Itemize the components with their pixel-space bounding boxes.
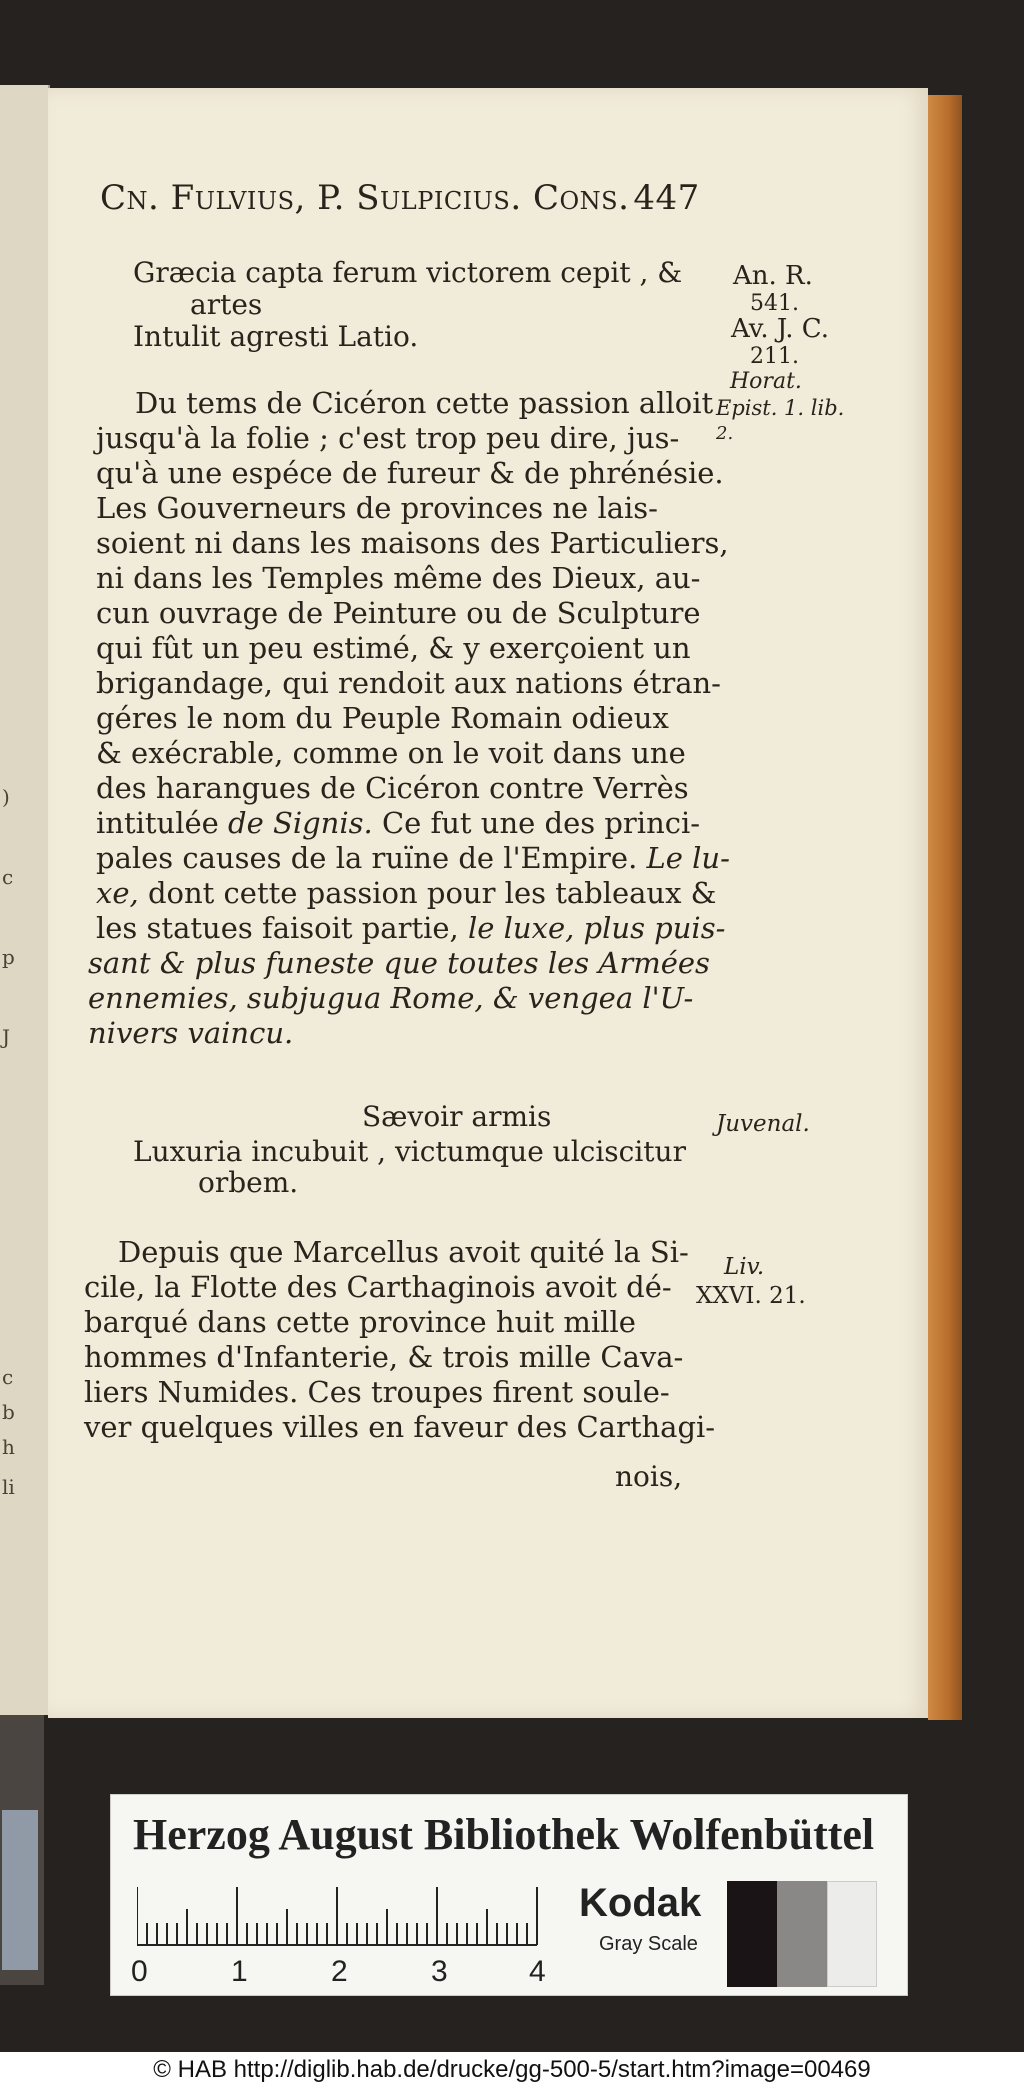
ruler-scale xyxy=(137,1887,577,1947)
text-line: cun ouvrage de Peinture ou de Sculpture xyxy=(96,596,701,630)
page-gilt-edge xyxy=(928,95,962,1720)
margin-horat: Horat. xyxy=(730,369,802,394)
text-span: Ce fut une des princi- xyxy=(372,806,701,840)
text-line: qu'à une espéce de fureur & de phrénésie. xyxy=(96,456,724,490)
text-line: & exécrable, comme on le voit dans une xyxy=(96,736,686,770)
text-line: ni dans les Temples même des Dieux, au- xyxy=(96,561,701,595)
margin-liv-ref: XXVI. 21. xyxy=(696,1283,806,1309)
italic-span: de Signis. xyxy=(228,806,373,840)
running-head-title: Cn. Fulvius, P. Sulpicius. Cons. xyxy=(100,178,630,218)
ruler-label: 2 xyxy=(331,1955,348,1988)
margin-av-jc: Av. J. C. xyxy=(731,314,830,344)
margin-epist-2: 2. xyxy=(716,423,734,444)
ruler-label: 3 xyxy=(431,1955,448,1988)
text-line: Les Gouverneurs de provinces ne lais- xyxy=(96,491,658,525)
margin-an-r: An. R. xyxy=(733,261,813,291)
text-line: barqué dans cette province huit mille xyxy=(84,1305,636,1339)
quote-line: Græcia capta ferum victorem cepit , & xyxy=(133,256,683,289)
text-line xyxy=(96,841,730,875)
text-line xyxy=(96,911,725,945)
quote-line: Sævoir armis xyxy=(362,1100,552,1133)
library-name: Herzog August Bibliothek Wolfenbüttel xyxy=(133,1810,875,1859)
quote-line: orbem. xyxy=(198,1166,299,1199)
quote-line: artes xyxy=(190,288,263,321)
kodak-logo: Kodak xyxy=(579,1881,702,1925)
text-line: cile, la Flotte des Carthaginois avoit dé- xyxy=(84,1270,672,1304)
edge-glyph: c xyxy=(2,1365,14,1389)
text-line: liers Numides. Ces troupes firent soule- xyxy=(84,1375,670,1409)
catchword: nois, xyxy=(615,1460,683,1493)
margin-av-jc-num: 211. xyxy=(750,344,799,369)
text-line xyxy=(96,806,700,840)
text-span: dont cette passion pour les tableaux & xyxy=(138,876,717,910)
edge-glyph: b xyxy=(2,1400,15,1424)
text-span: pales causes de la ruïne de l'Empire. xyxy=(96,841,647,875)
gray-scale-label: Gray Scale xyxy=(599,1933,698,1955)
text-line: Depuis que Marcellus avoit quité la Si- xyxy=(118,1235,689,1269)
edge-glyph: h xyxy=(2,1435,15,1459)
text-line: soient ni dans les maisons des Particuliers, xyxy=(96,526,729,560)
text-line: géres le nom du Peuple Romain odieux xyxy=(96,701,669,735)
swatch-black xyxy=(727,1881,777,1987)
text-line: ennemies, subjugua Rome, & vengea l'U- xyxy=(88,981,694,1015)
page-number: 447 xyxy=(633,178,700,218)
text-line xyxy=(96,876,717,910)
edge-glyph: J xyxy=(2,1025,11,1049)
text-line: sant & plus funeste que toutes les Armées xyxy=(88,946,710,980)
quote-line: Intulit agresti Latio. xyxy=(133,320,419,353)
color-target-card xyxy=(110,1794,908,1996)
italic-span: Le lu- xyxy=(646,841,730,875)
ruler-label: 0 xyxy=(131,1955,148,1988)
text-span: intitulée xyxy=(96,806,229,840)
cover-spine-label xyxy=(2,1810,38,1970)
edge-glyph: ) xyxy=(2,785,10,809)
text-line: jusqu'à la folie ; c'est trop peu dire, jus- xyxy=(96,421,680,455)
edge-glyph: p xyxy=(2,945,15,969)
margin-liv: Liv. xyxy=(724,1254,765,1280)
facing-page-edge xyxy=(0,85,50,1715)
ruler-label: 1 xyxy=(231,1955,248,1988)
edge-glyph: li xyxy=(2,1475,15,1499)
italic-span: le luxe, plus puis- xyxy=(468,911,726,945)
text-span: les statues faisoit partie, xyxy=(96,911,468,945)
text-line: des harangues de Cicéron contre Verrès xyxy=(96,771,689,805)
text-line: ver quelques villes en faveur des Carthagi- xyxy=(84,1410,716,1444)
text-line: Du tems de Cicéron cette passion alloit xyxy=(135,386,714,420)
swatch-gray xyxy=(777,1881,827,1987)
margin-an-r-num: 541. xyxy=(750,291,799,316)
text-line: brigandage, qui rendoit aux nations étran- xyxy=(96,666,721,700)
edge-glyph: c xyxy=(2,865,14,889)
ruler-label: 4 xyxy=(529,1955,546,1988)
text-line: hommes d'Infanterie, & trois mille Cava- xyxy=(84,1340,684,1374)
swatch-white xyxy=(827,1881,877,1987)
running-head xyxy=(100,178,700,218)
margin-epist: Epist. 1. lib. xyxy=(716,396,845,420)
quote-line: Luxuria incubuit , victumque ulciscitur xyxy=(133,1135,686,1168)
margin-juvenal: Juvenal. xyxy=(716,1111,810,1137)
copyright-footer: © HAB http://diglib.hab.de/drucke/gg-500-5/start.htm?image=00469 xyxy=(153,2056,871,2083)
italic-span: xe, xyxy=(96,876,139,910)
text-line: qui fût un peu estimé, & y exerçoient un xyxy=(96,631,691,665)
text-line: nivers vaincu. xyxy=(88,1016,294,1050)
